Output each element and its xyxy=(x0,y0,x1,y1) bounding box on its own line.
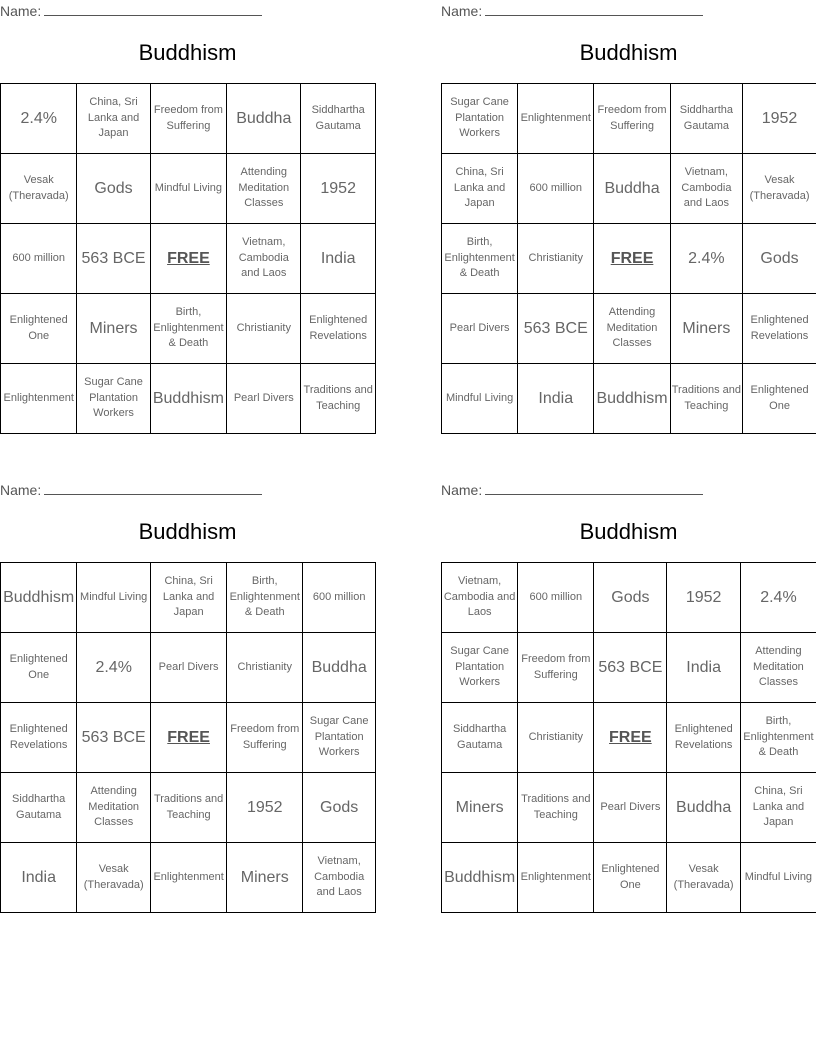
bingo-cell: China, Sri Lanka and Japan xyxy=(151,563,227,633)
bingo-cell: Attending Meditation Classes xyxy=(740,633,816,703)
bingo-cell: Christianity xyxy=(227,633,303,703)
grid-row xyxy=(1,563,376,633)
bingo-cell: Miners xyxy=(442,773,518,843)
name-line xyxy=(0,481,262,498)
bingo-cell: Enlightened Revelations xyxy=(1,703,77,773)
bingo-cell: Birth, Enlightenment & Death xyxy=(740,703,816,773)
bingo-cell: Siddhartha Gautama xyxy=(1,773,77,843)
bingo-cell: Siddhartha Gautama xyxy=(442,703,518,773)
bingo-cell: Freedom from Suffering xyxy=(518,633,594,703)
bingo-cell: Traditions and Teaching xyxy=(670,364,742,434)
bingo-cell: Enlightenment xyxy=(518,843,594,913)
name-blank xyxy=(44,2,262,16)
bingo-cell: Pearl Divers xyxy=(227,364,301,434)
bingo-cell: Buddha xyxy=(303,633,376,703)
bingo-cell: India xyxy=(301,224,376,294)
bingo-cell: Sugar Cane Plantation Workers xyxy=(442,84,518,154)
bingo-cell: 563 BCE xyxy=(77,703,151,773)
bingo-cell: Birth, Enlightenment & Death xyxy=(150,294,227,364)
bingo-cell: Birth, Enlightenment & Death xyxy=(227,563,303,633)
bingo-cell: Siddhartha Gautama xyxy=(670,84,742,154)
bingo-cell: Buddhism xyxy=(594,364,670,434)
bingo-cell: 600 million xyxy=(518,154,594,224)
bingo-cell: Vesak (Theravada) xyxy=(667,843,740,913)
bingo-cell: 563 BCE xyxy=(594,633,667,703)
bingo-card-1 xyxy=(0,0,376,440)
bingo-grid xyxy=(441,83,816,434)
bingo-cell: 600 million xyxy=(1,224,77,294)
bingo-cell: Miners xyxy=(227,843,303,913)
bingo-cell: Christianity xyxy=(518,224,594,294)
bingo-cell: Attending Meditation Classes xyxy=(227,154,301,224)
bingo-cell: 600 million xyxy=(303,563,376,633)
bingo-cell: Buddhism xyxy=(442,843,518,913)
bingo-cell: Gods xyxy=(303,773,376,843)
bingo-cell: Freedom from Suffering xyxy=(227,703,303,773)
grid-row xyxy=(442,364,816,434)
free-space-cell: FREE xyxy=(594,703,667,773)
grid-row xyxy=(442,773,816,843)
bingo-cell: Christianity xyxy=(227,294,301,364)
bingo-cell: Enlightenment xyxy=(151,843,227,913)
name-label: Name: xyxy=(441,482,483,498)
bingo-cell: Enlightened One xyxy=(594,843,667,913)
name-line xyxy=(0,2,262,19)
name-line xyxy=(441,2,703,19)
bingo-cell: Mindful Living xyxy=(442,364,518,434)
bingo-cell: Pearl Divers xyxy=(151,633,227,703)
bingo-cell: Freedom from Suffering xyxy=(594,84,670,154)
name-label: Name: xyxy=(441,3,483,19)
bingo-cell: Buddha xyxy=(667,773,740,843)
bingo-cell: Enlightened One xyxy=(1,294,77,364)
bingo-cell: Mindful Living xyxy=(150,154,227,224)
bingo-cell: China, Sri Lanka and Japan xyxy=(77,84,150,154)
bingo-cell: Siddhartha Gautama xyxy=(301,84,376,154)
grid-row xyxy=(442,843,816,913)
bingo-cell: Traditions and Teaching xyxy=(151,773,227,843)
card-title: Buddhism xyxy=(138,519,237,544)
free-space-cell: FREE xyxy=(594,224,670,294)
bingo-cell: 563 BCE xyxy=(77,224,150,294)
grid-row xyxy=(442,703,816,773)
card-title: Buddhism xyxy=(138,40,237,65)
free-space-cell: FREE xyxy=(151,703,227,773)
bingo-cell: Gods xyxy=(594,563,667,633)
name-blank xyxy=(485,481,703,495)
bingo-cell: Christianity xyxy=(518,703,594,773)
grid-row xyxy=(442,294,816,364)
bingo-cell: China, Sri Lanka and Japan xyxy=(740,773,816,843)
bingo-card-3 xyxy=(0,479,376,919)
grid-row xyxy=(442,154,816,224)
bingo-cell: Traditions and Teaching xyxy=(301,364,376,434)
grid-row xyxy=(1,154,376,224)
bingo-cell: 2.4% xyxy=(740,563,816,633)
grid-row xyxy=(1,633,376,703)
bingo-cell: China, Sri Lanka and Japan xyxy=(442,154,518,224)
bingo-cell: Enlightened Revelations xyxy=(667,703,740,773)
name-label: Name: xyxy=(0,482,42,498)
grid-row xyxy=(442,563,816,633)
name-blank xyxy=(44,481,262,495)
bingo-cell: Vesak (Theravada) xyxy=(77,843,151,913)
bingo-cell: Vietnam, Cambodia and Laos xyxy=(227,224,301,294)
bingo-cell: Buddhism xyxy=(1,563,77,633)
bingo-cell: 563 BCE xyxy=(518,294,594,364)
bingo-cell: Vietnam, Cambodia and Laos xyxy=(670,154,742,224)
bingo-cell: Sugar Cane Plantation Workers xyxy=(303,703,376,773)
bingo-cell: Pearl Divers xyxy=(442,294,518,364)
bingo-cell: Attending Meditation Classes xyxy=(77,773,151,843)
bingo-cell: Enlightenment xyxy=(1,364,77,434)
grid-row xyxy=(442,224,816,294)
bingo-cell: 2.4% xyxy=(670,224,742,294)
bingo-cell: India xyxy=(1,843,77,913)
bingo-cell: 1952 xyxy=(743,84,816,154)
bingo-cell: Vietnam, Cambodia and Laos xyxy=(303,843,376,913)
bingo-grid xyxy=(441,562,816,913)
bingo-cell: Vesak (Theravada) xyxy=(743,154,816,224)
bingo-cell: Gods xyxy=(77,154,150,224)
bingo-cell: Enlightened Revelations xyxy=(743,294,816,364)
bingo-cell: 2.4% xyxy=(1,84,77,154)
grid-row xyxy=(1,773,376,843)
bingo-card-2 xyxy=(441,0,816,440)
bingo-cell: Sugar Cane Plantation Workers xyxy=(442,633,518,703)
bingo-cell: Enlightened One xyxy=(743,364,816,434)
bingo-cell: Mindful Living xyxy=(740,843,816,913)
bingo-cell: 1952 xyxy=(667,563,740,633)
bingo-cell: Buddha xyxy=(594,154,670,224)
bingo-grid xyxy=(0,562,376,913)
bingo-cell: 2.4% xyxy=(77,633,151,703)
bingo-cell: Vesak (Theravada) xyxy=(1,154,77,224)
name-line xyxy=(441,481,703,498)
card-title: Buddhism xyxy=(579,519,678,544)
bingo-cell: 1952 xyxy=(301,154,376,224)
bingo-cell: Freedom from Suffering xyxy=(150,84,227,154)
bingo-cell: Buddhism xyxy=(150,364,227,434)
bingo-card-4 xyxy=(441,479,816,919)
bingo-cell: Miners xyxy=(670,294,742,364)
bingo-cell: India xyxy=(667,633,740,703)
bingo-cell: Vietnam, Cambodia and Laos xyxy=(442,563,518,633)
bingo-cell: Attending Meditation Classes xyxy=(594,294,670,364)
bingo-cell: 1952 xyxy=(227,773,303,843)
bingo-cell: Enlightenment xyxy=(518,84,594,154)
bingo-cell: Miners xyxy=(77,294,150,364)
grid-row xyxy=(442,633,816,703)
bingo-cell: Sugar Cane Plantation Workers xyxy=(77,364,150,434)
name-blank xyxy=(485,2,703,16)
bingo-cell: Enlightened Revelations xyxy=(301,294,376,364)
bingo-cell: Birth, Enlightenment & Death xyxy=(442,224,518,294)
bingo-cell: Buddha xyxy=(227,84,301,154)
grid-row xyxy=(1,224,376,294)
bingo-cell: India xyxy=(518,364,594,434)
card-title: Buddhism xyxy=(579,40,678,65)
bingo-grid xyxy=(0,83,376,434)
free-space-cell: FREE xyxy=(150,224,227,294)
bingo-cell: Mindful Living xyxy=(77,563,151,633)
grid-row xyxy=(1,294,376,364)
grid-row xyxy=(1,364,376,434)
bingo-cell: Gods xyxy=(743,224,816,294)
bingo-cell: 600 million xyxy=(518,563,594,633)
name-label: Name: xyxy=(0,3,42,19)
bingo-cell: Enlightened One xyxy=(1,633,77,703)
bingo-cell: Pearl Divers xyxy=(594,773,667,843)
bingo-cell: Traditions and Teaching xyxy=(518,773,594,843)
grid-row xyxy=(1,84,376,154)
grid-row xyxy=(1,843,376,913)
grid-row xyxy=(1,703,376,773)
grid-row xyxy=(442,84,816,154)
